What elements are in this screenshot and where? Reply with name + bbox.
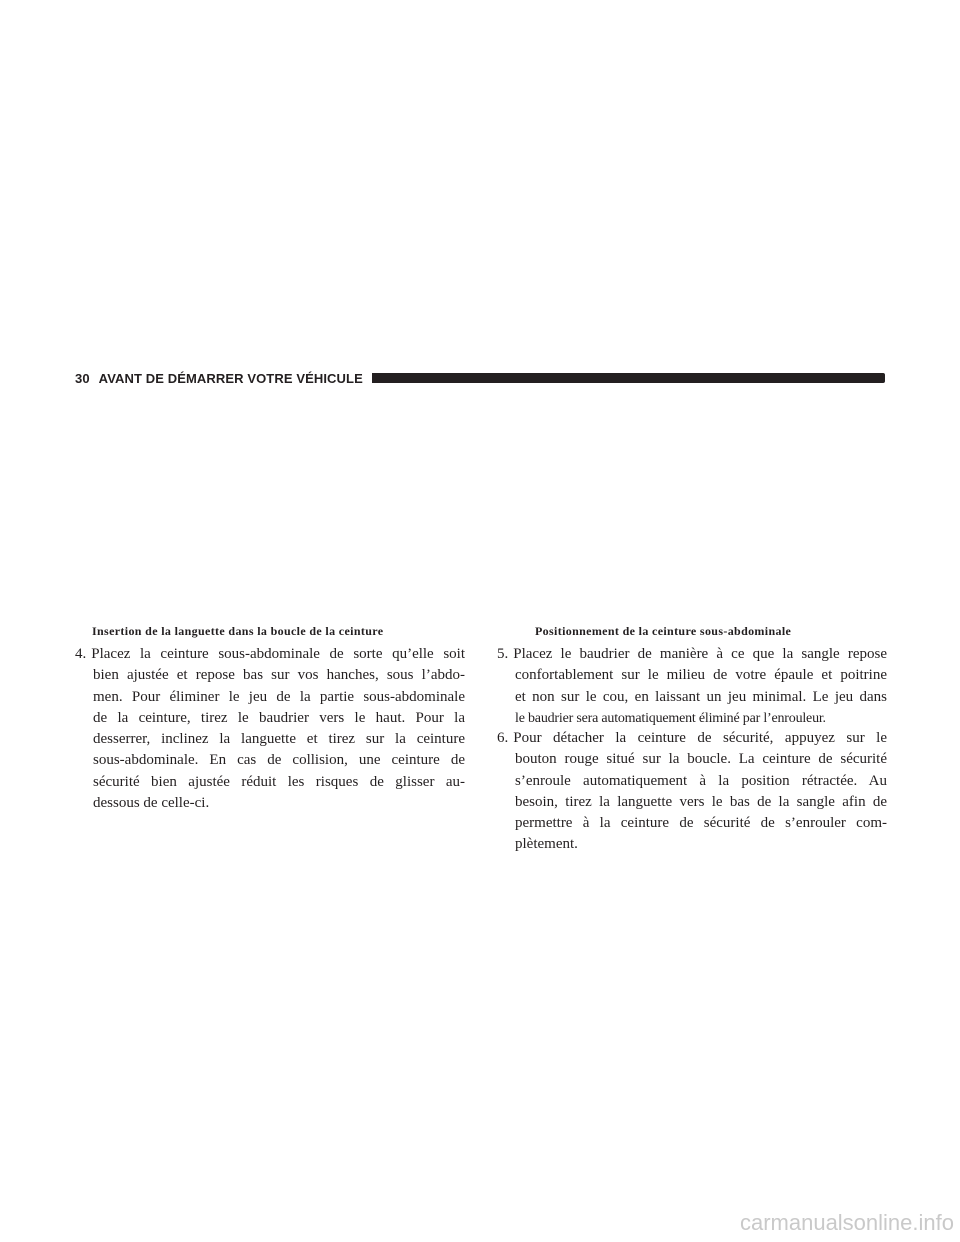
- step-number: 5.: [497, 646, 509, 662]
- section-title: AVANT DE DÉMARRER VOTRE VÉHICULE: [98, 370, 363, 386]
- step-number: 4.: [75, 646, 87, 662]
- step-6-line-5: permettre à la ceinture de sécurité de s’enrouler com-: [515, 815, 887, 832]
- step-text: Placez le baudrier de manière à ce que la sangle repose: [513, 646, 887, 662]
- step-text: Placez la ceinture sous-abdominale de sorte qu’elle soit: [91, 646, 465, 662]
- step-5: [497, 644, 887, 729]
- step-4-line-3: men. Pour éliminer le jeu de la partie sous-abdominale: [93, 688, 465, 705]
- figure-caption-right: Positionnement de la ceinture sous-abdominale: [535, 624, 792, 638]
- step-4-line-8: dessous de celle-ci.: [93, 795, 210, 812]
- step-6-line-2: bouton rouge situé sur la boucle. La ceinture de sécurité: [515, 751, 887, 768]
- page-header: [75, 367, 885, 389]
- step-5-line-1: [497, 644, 887, 665]
- step-number: 6.: [497, 730, 509, 746]
- step-6-line-4: besoin, tirez la languette vers le bas de la sangle afin de: [515, 793, 887, 810]
- step-4-line-6: sous-abdominale. En cas de collision, une ceinture de: [93, 752, 465, 769]
- step-6-line-6: plètement.: [515, 836, 578, 853]
- step-6-line-1: [497, 728, 887, 749]
- step-4-line-1: [75, 644, 465, 665]
- step-4-line-7: sécurité bien ajustée réduit les risques de glisser au-: [93, 773, 465, 790]
- step-6: [497, 728, 887, 856]
- step-5-line-3: et non sur le cou, en laissant un jeu minimal. Le jeu dans: [515, 688, 887, 705]
- step-5-line-4: le baudrier sera automatiquement éliminé par l’enrouleur.: [515, 710, 826, 726]
- step-4: [75, 644, 465, 814]
- watermark: carmanualsonline.info: [739, 1210, 954, 1235]
- page-number: 30: [75, 370, 90, 386]
- step-6-line-3: s’enroule automatiquement à la position rétractée. Au: [515, 772, 887, 789]
- step-4-line-5: desserrer, inclinez la languette et tirez sur la ceinture: [93, 731, 465, 748]
- step-4-line-4: de la ceinture, tirez le baudrier vers le haut. Pour la: [93, 709, 465, 726]
- step-text: Pour détacher la ceinture de sécurité, appuyez sur le: [513, 730, 887, 746]
- step-4-line-2: bien ajustée et repose bas sur vos hanches, sous l’abdo-: [93, 667, 465, 684]
- figure-caption-left: Insertion de la languette dans la boucle de la ceinture: [92, 624, 384, 638]
- header-rule: [372, 373, 885, 383]
- step-5-line-2: confortablement sur le milieu de votre épaule et poitrine: [515, 667, 887, 684]
